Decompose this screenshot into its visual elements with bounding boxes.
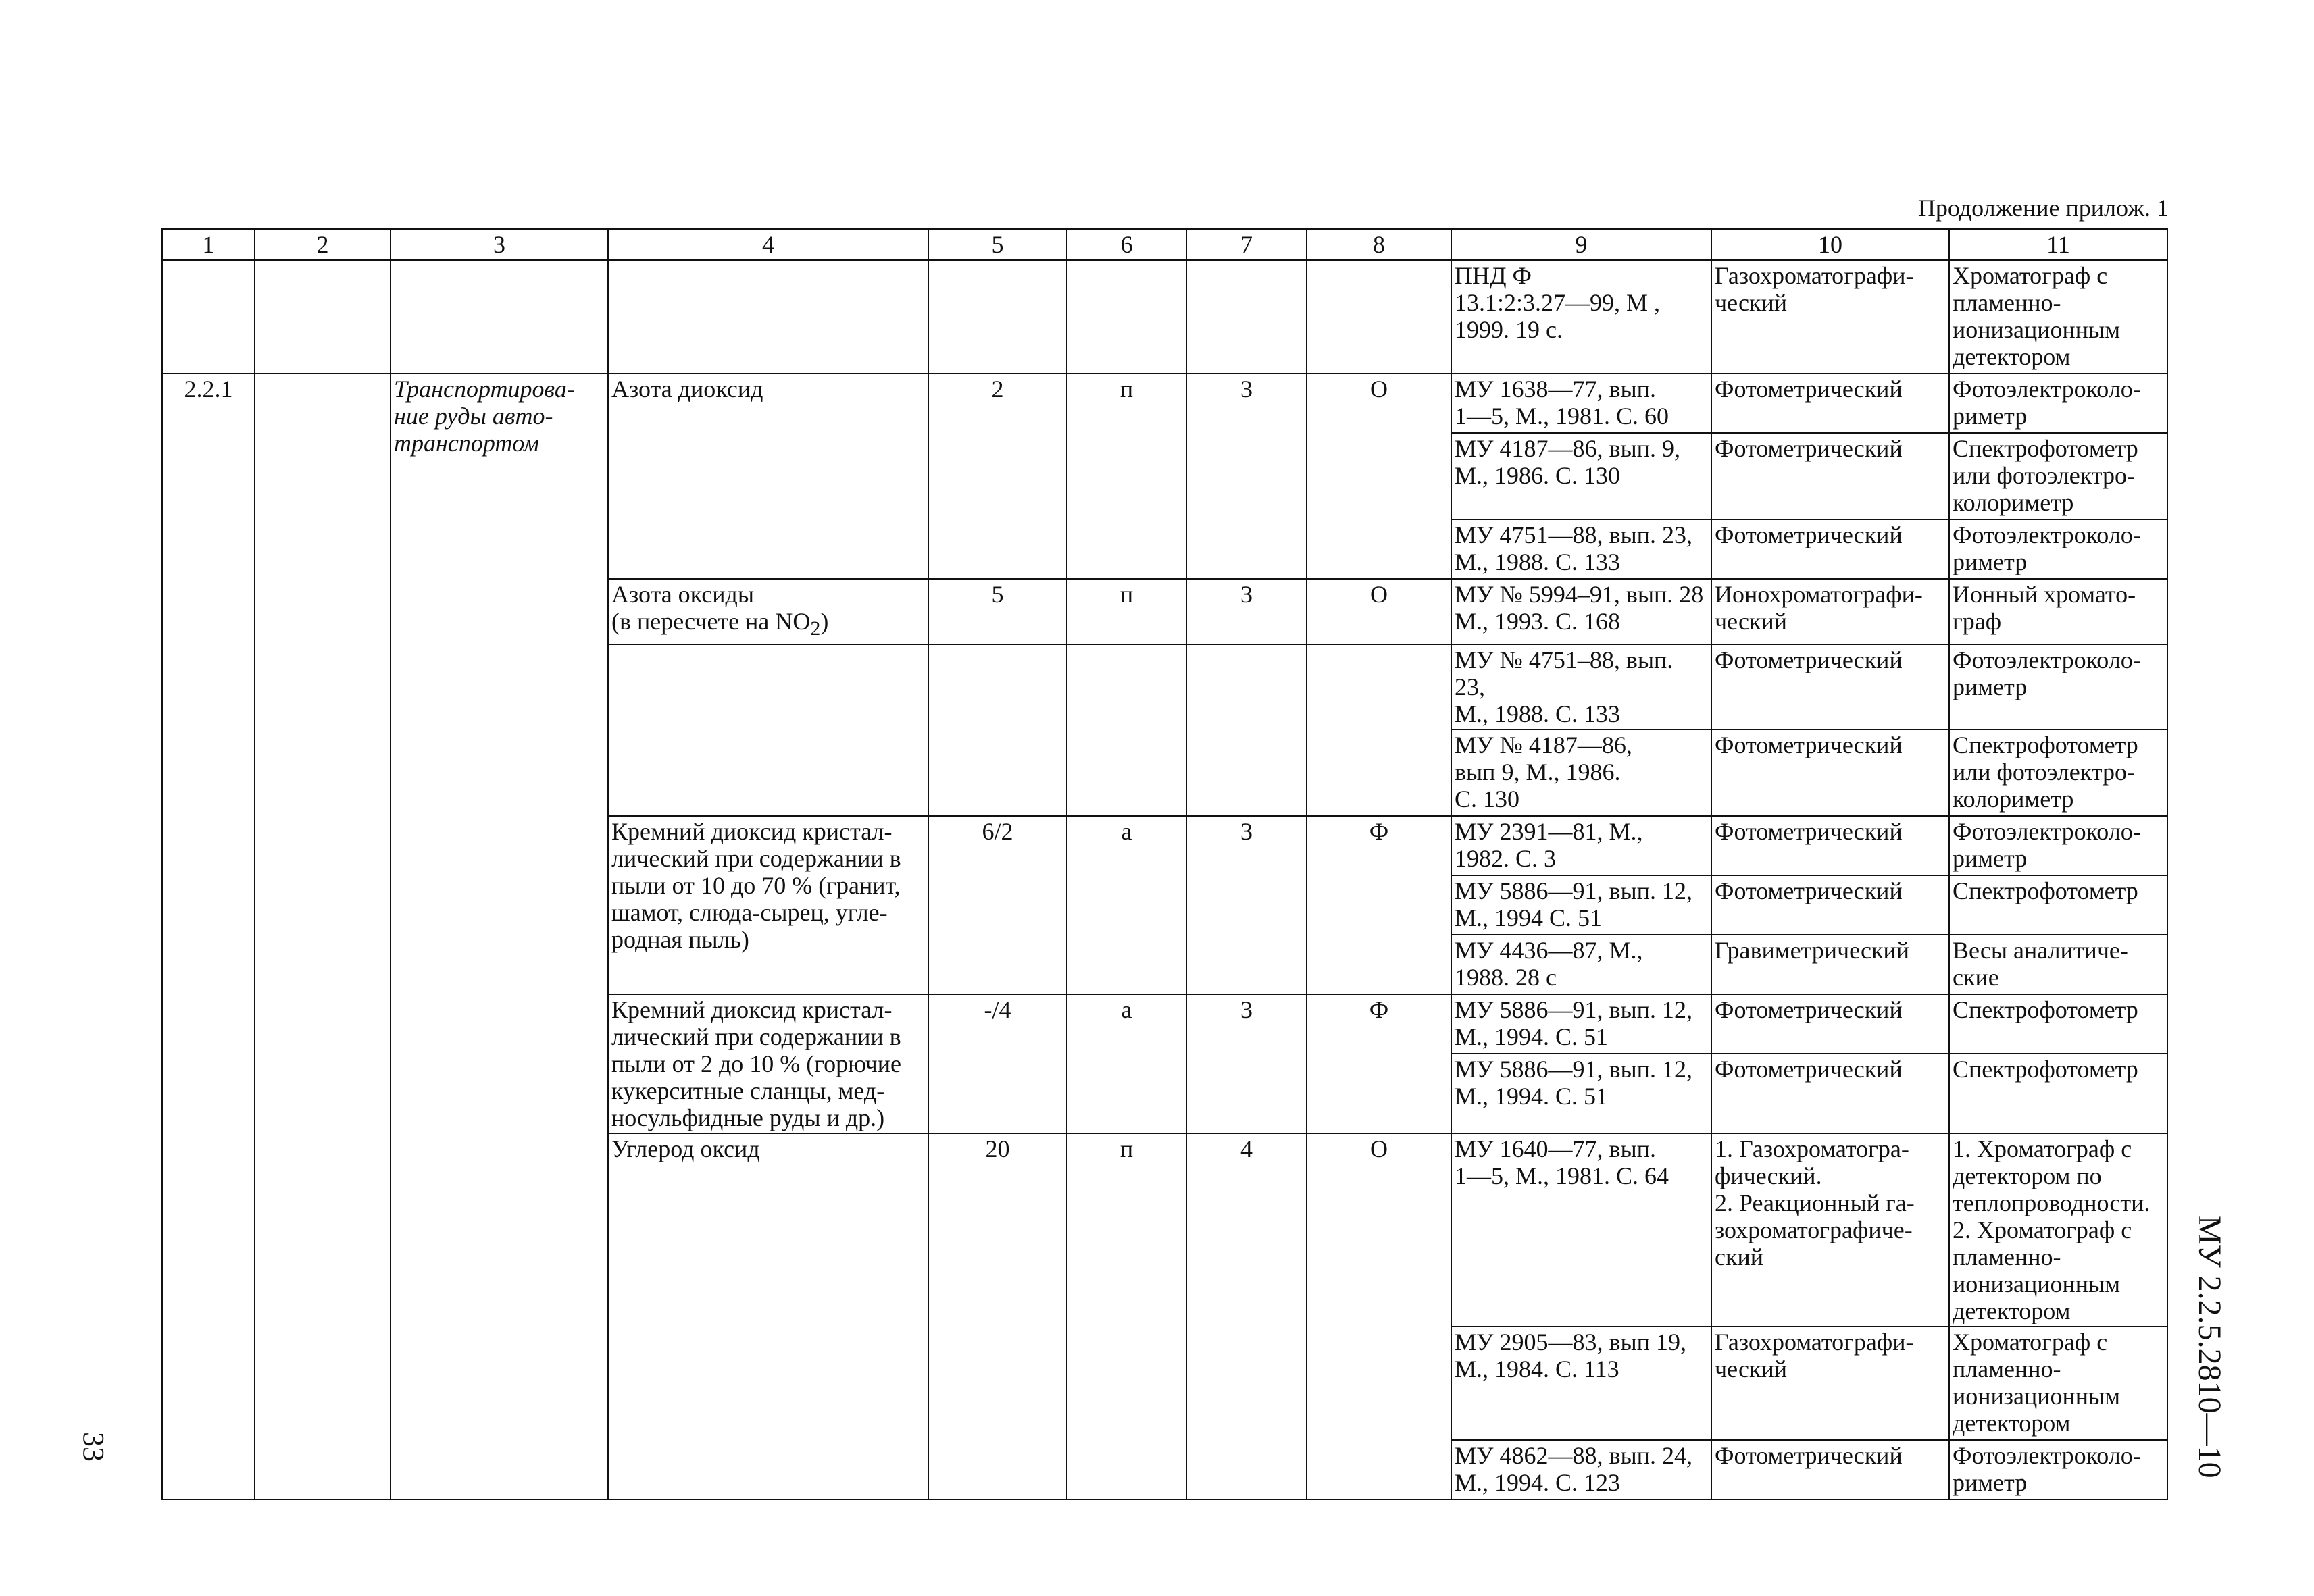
type-cell: Фотометрический — [1711, 994, 1949, 1054]
empty-cell — [391, 260, 608, 374]
header-cell: 9 — [1451, 229, 1711, 260]
method-cell: МУ 1640—77, вып. 1—5, М., 1981. С. 64 — [1451, 1133, 1711, 1327]
empty-cell — [608, 644, 928, 816]
device-cell: Ионный хромато- граф — [1949, 579, 2167, 644]
method-cell: МУ № 4751–88, вып. 23, М., 1988. С. 133 — [1451, 644, 1711, 729]
table-row — [162, 374, 2167, 433]
continuation-label: Продолжение прилож. 1 — [1917, 195, 2169, 222]
method-cell: МУ 4187—86, вып. 9, М., 1986. С. 130 — [1451, 433, 1711, 519]
method-cell: МУ 5886—91, вып. 12, М., 1994. С. 51 — [1451, 994, 1711, 1054]
device-cell: 1. Хроматограф с детектором по теплопроводности. 2. Хроматограф с пламенно- ионизационным детектором — [1949, 1133, 2167, 1327]
substance-cell: Кремний диоксид кристал- лический при содержании в пыли от 10 до 70 % (гранит, шамот, слюда-сырец, угле- родная пыль) — [608, 816, 928, 994]
empty-cell — [1067, 644, 1186, 816]
substance-cell: Углерод оксид — [608, 1133, 928, 1499]
empty-cell — [1307, 644, 1451, 816]
header-cell: 10 — [1711, 229, 1949, 260]
device-cell: Спектрофотометр — [1949, 875, 2167, 935]
device-cell: Спектрофотометр — [1949, 994, 2167, 1054]
value-cell: п — [1067, 579, 1186, 644]
type-cell: Фотометрический — [1711, 1440, 1949, 1499]
value-cell: -/4 — [928, 994, 1067, 1133]
header-cell: 7 — [1186, 229, 1307, 260]
method-cell: ПНД Ф 13.1:2:3.27—99, М , 1999. 19 с. — [1451, 260, 1711, 374]
value-cell: 4 — [1186, 1133, 1307, 1499]
empty-cell — [1307, 260, 1451, 374]
substance-line: (в пересчете на NO — [611, 608, 811, 635]
methods-table — [161, 228, 2168, 1500]
document-code: МУ 2.2.5.2810—10 — [2192, 1216, 2228, 1478]
value-cell: 3 — [1186, 816, 1307, 994]
table-row — [162, 260, 2167, 374]
substance-line: ) — [820, 608, 829, 635]
value-cell: 3 — [1186, 994, 1307, 1133]
type-cell: Фотометрический — [1711, 875, 1949, 935]
substance-cell — [608, 579, 928, 644]
section-number: 2.2.1 — [162, 374, 255, 1499]
substance-line: Азота оксиды — [611, 581, 755, 608]
value-cell: 3 — [1186, 374, 1307, 579]
device-cell: Фотоэлектроколо- риметр — [1949, 644, 2167, 729]
header-cell: 8 — [1307, 229, 1451, 260]
type-cell: Гравиметрический — [1711, 935, 1949, 994]
device-cell: Фотоэлектроколо- риметр — [1949, 374, 2167, 433]
empty-cell — [255, 374, 391, 1499]
value-cell: О — [1307, 374, 1451, 579]
empty-cell — [255, 260, 391, 374]
method-cell: МУ 2905—83, вып 19, М., 1984. С. 113 — [1451, 1327, 1711, 1440]
empty-cell — [928, 260, 1067, 374]
empty-cell — [1067, 260, 1186, 374]
method-cell: МУ 1638—77, вып. 1—5, М., 1981. С. 60 — [1451, 374, 1711, 433]
type-cell: Ионохроматографи- ческий — [1711, 579, 1949, 644]
method-cell: МУ 5886—91, вып. 12, М., 1994. С. 51 — [1451, 1054, 1711, 1133]
device-cell: Весы аналитиче- ские — [1949, 935, 2167, 994]
device-cell: Хроматограф с пламенно- ионизационным детектором — [1949, 1327, 2167, 1440]
header-row — [162, 229, 2167, 260]
process-cell: Транспортирова- ние руды авто- транспортом — [391, 374, 608, 1499]
method-cell: МУ 4862—88, вып. 24, М., 1994. С. 123 — [1451, 1440, 1711, 1499]
header-cell: 2 — [255, 229, 391, 260]
value-cell: а — [1067, 816, 1186, 994]
value-cell: 20 — [928, 1133, 1067, 1499]
empty-cell — [608, 260, 928, 374]
device-cell: Спектрофотометр — [1949, 1054, 2167, 1133]
type-cell: Фотометрический — [1711, 816, 1949, 875]
type-cell: Фотометрический — [1711, 644, 1949, 729]
type-cell: Фотометрический — [1711, 519, 1949, 579]
type-cell: Фотометрический — [1711, 433, 1949, 519]
value-cell: Ф — [1307, 816, 1451, 994]
subscript: 2 — [810, 617, 821, 640]
value-cell: О — [1307, 1133, 1451, 1499]
substance-cell: Азота диоксид — [608, 374, 928, 579]
device-cell: Спектрофотометр или фотоэлектро- колориметр — [1949, 729, 2167, 816]
substance-cell: Кремний диоксид кристал- лический при содержании в пыли от 2 до 10 % (горючие кукерситные сланцы, мед- носульфидные руды и др.) — [608, 994, 928, 1133]
device-cell: Хроматограф с пламенно- ионизационным детектором — [1949, 260, 2167, 374]
value-cell: а — [1067, 994, 1186, 1133]
value-cell: Ф — [1307, 994, 1451, 1133]
type-cell: Фотометрический — [1711, 729, 1949, 816]
device-cell: Спектрофотометр или фотоэлектро- колориметр — [1949, 433, 2167, 519]
value-cell: п — [1067, 374, 1186, 579]
value-cell: 2 — [928, 374, 1067, 579]
method-cell: МУ № 4187—86, вып 9, М., 1986. С. 130 — [1451, 729, 1711, 816]
value-cell: 6/2 — [928, 816, 1067, 994]
method-cell: МУ 5886—91, вып. 12, М., 1994 С. 51 — [1451, 875, 1711, 935]
header-cell: 3 — [391, 229, 608, 260]
type-cell: Газохроматографи- ческий — [1711, 260, 1949, 374]
empty-cell — [1186, 644, 1307, 816]
empty-cell — [928, 644, 1067, 816]
device-cell: Фотоэлектроколо- риметр — [1949, 1440, 2167, 1499]
value-cell: О — [1307, 579, 1451, 644]
type-cell: Фотометрический — [1711, 1054, 1949, 1133]
type-cell: 1. Газохроматогра- фический. 2. Реакционный га- зохроматографиче- ский — [1711, 1133, 1949, 1327]
device-cell: Фотоэлектроколо- риметр — [1949, 816, 2167, 875]
device-cell: Фотоэлектроколо- риметр — [1949, 519, 2167, 579]
value-cell: 5 — [928, 579, 1067, 644]
header-cell: 11 — [1949, 229, 2167, 260]
empty-cell — [1186, 260, 1307, 374]
method-cell: МУ № 5994–91, вып. 28 М., 1993. С. 168 — [1451, 579, 1711, 644]
method-cell: МУ 2391—81, М., 1982. С. 3 — [1451, 816, 1711, 875]
value-cell: 3 — [1186, 579, 1307, 644]
type-cell: Газохроматографи- ческий — [1711, 1327, 1949, 1440]
method-cell: МУ 4436—87, М., 1988. 28 с — [1451, 935, 1711, 994]
value-cell: п — [1067, 1133, 1186, 1499]
header-cell: 5 — [928, 229, 1067, 260]
header-cell: 4 — [608, 229, 928, 260]
header-cell: 6 — [1067, 229, 1186, 260]
empty-cell — [162, 260, 255, 374]
header-cell: 1 — [162, 229, 255, 260]
type-cell: Фотометрический — [1711, 374, 1949, 433]
page-number: 33 — [77, 1432, 110, 1462]
method-cell: МУ 4751—88, вып. 23, М., 1988. С. 133 — [1451, 519, 1711, 579]
